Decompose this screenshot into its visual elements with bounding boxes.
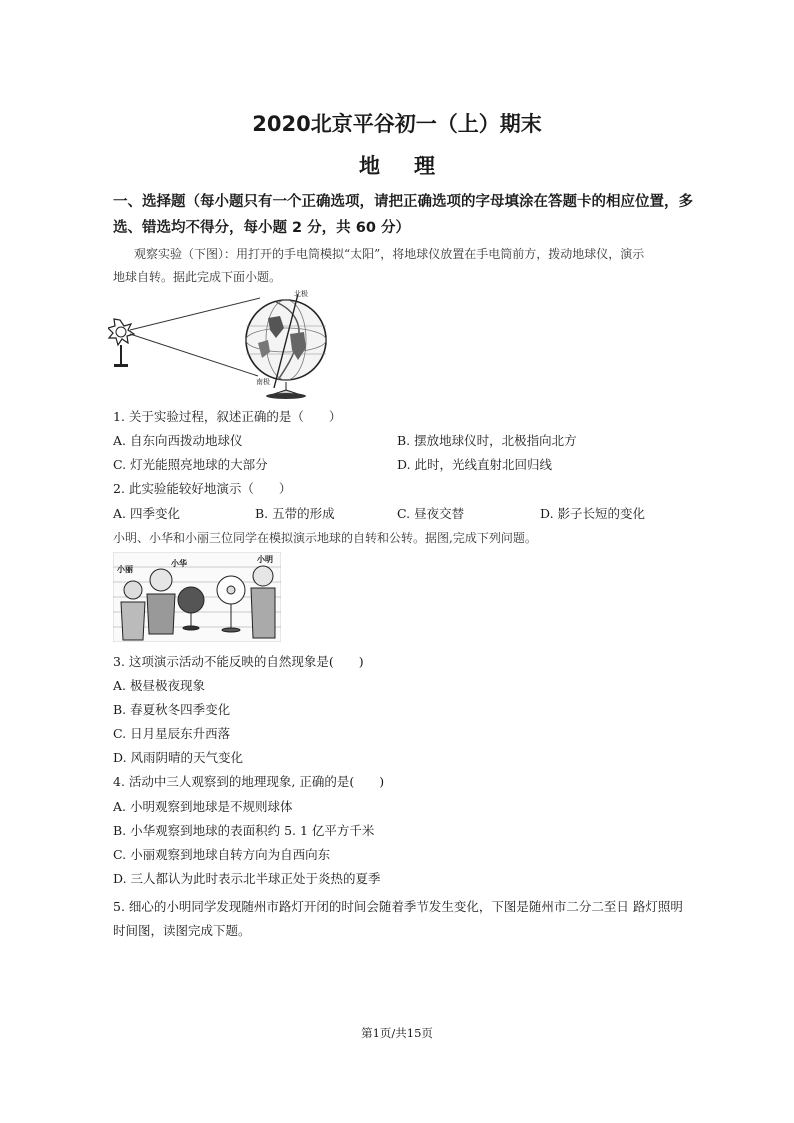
student-xiaoming-icon [251,566,275,638]
north-pole-label: 北极 [294,290,308,298]
globe-experiment-figure [108,288,338,400]
q5-line2: 时间图，读图完成下题。 [113,923,251,938]
q4-stem: 4. 活动中三人观察到的地理现象, 正确的是( ) [113,774,385,789]
page-title: 2020北京平谷初一（上）期末 [252,112,542,136]
q1-option-b[interactable]: B. 摆放地球仪时，北极指向北方 [397,433,577,448]
q3-stem: 3. 这项演示活动不能反映的自然现象是( ) [113,654,364,669]
q4-option-a[interactable]: A. 小明观察到地球是不规则球体 [113,799,293,814]
students-demo-figure [113,552,281,642]
q1-stem: 1. 关于实验过程，叙述正确的是（ ） [113,409,342,424]
student-xiaoli-icon [121,581,145,640]
q2-option-d[interactable]: D. 影子长短的变化 [540,506,646,521]
q2-option-c[interactable]: C. 昼夜交替 [397,506,465,521]
q5-line1: 5. 细心的小明同学发现随州市路灯开闭的时间会随着季节发生变化，下图是随州市二分二至日 路灯照明 [113,899,683,914]
q1-option-d[interactable]: D. 此时，光线直射北回归线 [397,457,553,472]
intro1-line1: 观察实验（下图）：用打开的手电筒模拟“太阳”，将地球仪放置在手电筒前方，拨动地球仪，演示 [134,247,645,261]
q2-stem: 2. 此实验能较好地演示（ ） [113,481,292,496]
student-xiaohua-icon [147,569,175,634]
q3-option-a[interactable]: A. 极昼极夜现象 [113,678,205,693]
south-pole-label: 南极 [256,378,270,386]
q3-option-c[interactable]: C. 日月星辰东升西落 [113,726,231,741]
q1-option-a[interactable]: A. 自东向西拨动地球仪 [113,433,243,448]
intro1-line2: 地球自转。据此完成下面小题。 [113,270,282,284]
q2-option-a[interactable]: A. 四季变化 [113,506,180,521]
label-xiaohua: 小华 [171,559,187,568]
page-number: 第1页/共15页 [361,1026,433,1040]
section-heading-line2: 选、错选均不得分，每小题 2 分，共 60 分） [113,220,410,236]
section-heading-line1: 一、选择题（每小题只有一个正确选项，请把正确选项的字母填涂在答题卡的相应位置，多 [113,194,693,210]
subject-title: 地理 [359,154,469,178]
label-xiaoming: 小明 [257,555,273,564]
q3-option-d[interactable]: D. 风雨阴晴的天气变化 [113,750,244,765]
intro2-line1: 小明、小华和小丽三位同学在模拟演示地球的自转和公转。据图,完成下列问题。 [113,531,537,545]
label-xiaoli: 小丽 [117,565,133,574]
q1-option-c[interactable]: C. 灯光能照亮地球的大部分 [113,457,268,472]
q4-option-c[interactable]: C. 小丽观察到地球自转方向为自西向东 [113,847,331,862]
q2-option-b[interactable]: B. 五带的形成 [255,506,335,521]
q4-option-b[interactable]: B. 小华观察到地球的表面积约 5. 1 亿平方千米 [113,823,375,838]
q4-option-d[interactable]: D. 三人都认为此时表示北半球正处于炎热的夏季 [113,871,381,886]
q3-option-b[interactable]: B. 春夏秋冬四季变化 [113,702,231,717]
sun-icon [108,319,134,367]
